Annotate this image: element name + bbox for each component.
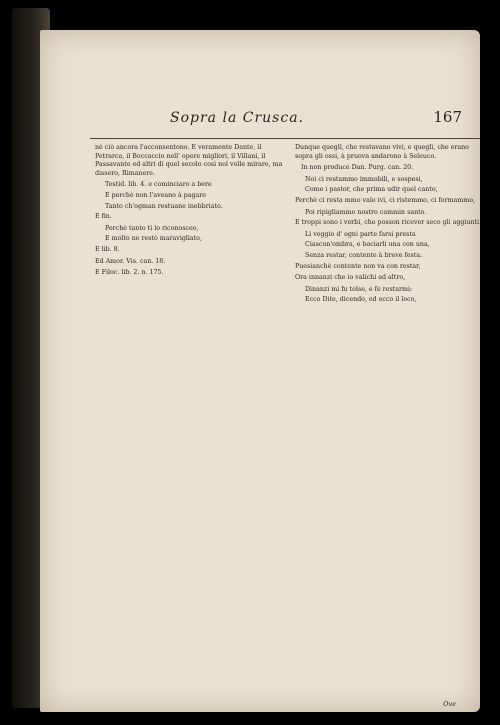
citation: E Filoc. lib. 2. n. 175. <box>95 269 164 277</box>
page-number: 167 <box>433 108 462 126</box>
verse-line: Tanto ch'ogman restuane inebbriato. <box>105 202 223 210</box>
citation: Ed Amor. Vis. can. 18. <box>95 257 166 265</box>
header-rule <box>90 138 480 139</box>
verse-line: Dinanzi mi fu tolse, e fe restarmi: <box>305 285 413 293</box>
citation: E fin. <box>95 213 112 221</box>
citation: E lib. 8. <box>95 245 120 253</box>
verse-line: Senza restar, contente à breve festa. <box>305 251 423 259</box>
running-title: Sopra la Crusca. <box>170 110 304 126</box>
right-column <box>295 144 485 307</box>
verse-line: Ecco Dite, dicendo, ed ecco il loco, <box>305 296 417 304</box>
catchword: Ove <box>443 700 456 708</box>
paragraph: Dunque quegli, che restavano vivi, e quegli, che erano sopra gli ossi, à pruova andarono à Seleuco. <box>295 144 469 160</box>
verse-line: Testid. lib. 4. e cominciaro a bere <box>105 181 212 189</box>
verse-line: Li veggio d' ogni parte farsi presta <box>305 230 416 238</box>
verse-line: E perchè non l'aveano à pagare <box>105 191 207 199</box>
verse-line: Come i pastor, che prima udir quel canto, <box>305 186 438 194</box>
citation: In non produce Dan. Purg. can. 20. <box>301 164 414 172</box>
left-column <box>95 144 285 281</box>
verse-line: Perchè tanto ti lo riconosceo, <box>105 224 199 232</box>
verse-line: E molto ne restò maravigliato, <box>105 235 202 243</box>
verse-line: Poi ripigliammo nostro cammin santo. <box>305 208 427 216</box>
paragraph: E troppi sono i verbi, che posson ricever seco gli aggiunti. <box>295 219 482 227</box>
page-header <box>170 110 470 132</box>
paragraph: Ora innanzi che io valichi ad altro, <box>295 274 406 282</box>
verse-line: Ciascun'ombra, e baciarli una con una, <box>305 241 430 249</box>
paragraph: Puesianchè contente non va con restar, <box>295 262 421 270</box>
book-page <box>40 30 480 712</box>
paragraph: Perchè ci resta mmo vale ivi, ci ristemmo, ci fermammo, <box>295 196 476 204</box>
verse-line: Noi ci restammo immobili, e sospesi, <box>305 175 423 183</box>
paragraph: nè ciò ancora l'acconsentono. E veramente Dante, il Petrarca, il Boccaccio nell' opere migliori, il Villani, il Passavante ed altri di quel secolo così nol volle mirare, ma dissero, Rimanere. <box>95 144 283 177</box>
